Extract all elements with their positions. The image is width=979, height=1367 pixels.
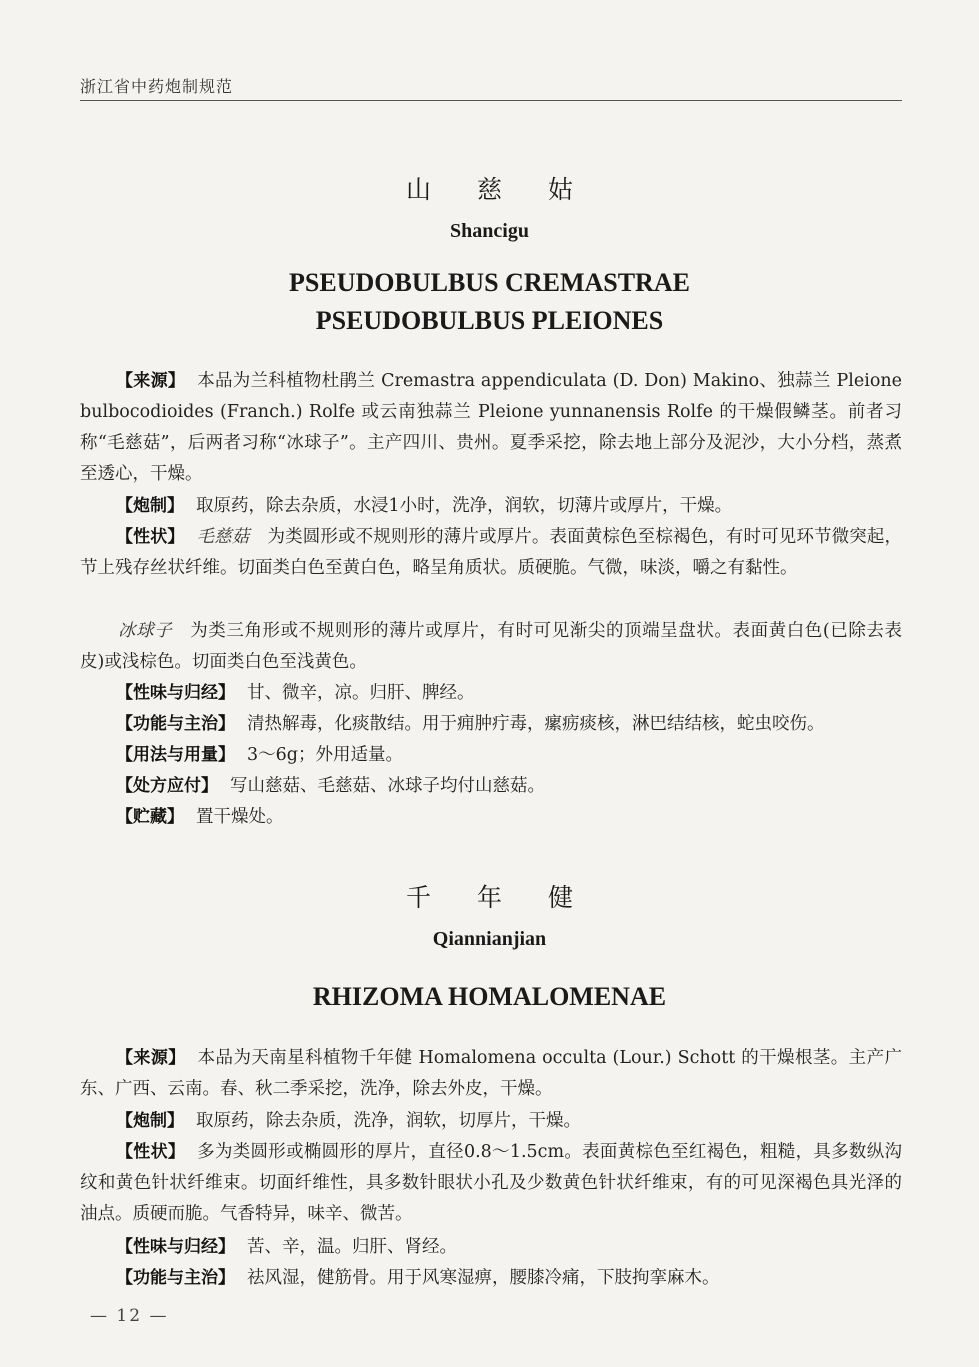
latin-name: PSEUDOBULBUS PLEIONES	[315, 306, 664, 335]
section-function	[80, 709, 902, 740]
section-text: 苦、辛，温。归肝、肾经。	[247, 1237, 457, 1257]
header-rule	[80, 100, 902, 101]
running-head: 浙江省中药炮制规范	[80, 77, 234, 96]
latin-name: RHIZOMA HOMALOMENAE	[312, 982, 667, 1011]
section-label: 【贮藏】	[116, 807, 184, 827]
entry-pinyin: Shancigu	[450, 220, 529, 242]
entry-latin-names	[0, 264, 979, 340]
section-character	[80, 1137, 902, 1230]
section-text: 多为类圆形或椭圆形的厚片，直径0.8～1.5cm。表面黄棕色至红褐色，粗糙，具多数纵沟纹和黄色针状纤维束。切面纤维性，具多数针眼状小孔及少数黄色针状纤维束，有的可见深褐色具光泽的油点。质硬而脆。气香特异，味辛、微苦。	[80, 1142, 903, 1224]
page-number: — 12 —	[90, 1306, 169, 1326]
section-text: 3～6g；外用适量。	[247, 745, 403, 765]
latin-name: PSEUDOBULBUS CREMASTRAE	[289, 268, 690, 297]
section-nature	[80, 678, 902, 709]
section-label: 【性状】	[116, 527, 185, 547]
section-processing	[80, 1106, 902, 1137]
entry-title-chinese: 千年健	[405, 883, 619, 912]
section-text: 写山慈菇、毛慈菇、冰球子均付山慈菇。	[230, 776, 545, 796]
section-label: 【性味与归经】	[116, 1237, 235, 1257]
section-function	[80, 1263, 902, 1294]
section-label: 【功能与主治】	[116, 1268, 235, 1288]
section-text: 本品为兰科植物杜鹃兰 Cremastra appendiculata (D. Don) Makino、独蒜兰 Pleione bulbocodioides (Franch.) Rolfe 或云南独蒜兰 Pleione yunnanensis Rolfe 的干燥假鳞茎。前者习称“毛慈菇”，后两者习称“冰球子”。主产四川、贵州。夏季采挖，除去地上部分及泥沙，大小分档，蒸煮至透心，干燥。	[80, 371, 902, 484]
character-sub-label: 冰球子	[118, 621, 173, 641]
section-character-continued	[80, 616, 902, 678]
section-text: 置干燥处。	[196, 807, 284, 827]
entry-latin-names	[0, 978, 979, 1016]
section-dosage	[80, 740, 902, 771]
section-text: 祛风湿，健筋骨。用于风寒湿痹，腰膝冷痛，下肢拘挛麻木。	[247, 1268, 720, 1288]
entry-pinyin: Qiannianjian	[432, 928, 547, 950]
section-label: 【功能与主治】	[116, 714, 235, 734]
section-character	[80, 522, 902, 584]
section-label: 【来源】	[116, 1048, 186, 1068]
section-label: 【处方应付】	[116, 776, 218, 796]
character-sub-label: 毛慈菇	[196, 527, 250, 547]
section-source	[80, 366, 902, 490]
section-label: 【炮制】	[116, 1111, 184, 1131]
section-text: 为类三角形或不规则形的薄片或厚片，有时可见渐尖的顶端呈盘状。表面黄白色(已除去表皮)或浅棕色。切面类白色至浅黄色。	[80, 621, 903, 672]
section-text: 甘、微辛，凉。归肝、脾经。	[247, 683, 475, 703]
section-text: 取原药，除去杂质，洗净，润软，切厚片，干燥。	[196, 1111, 581, 1131]
section-label: 【性状】	[116, 1142, 186, 1162]
section-prescription	[80, 771, 902, 802]
entry-title-chinese: 山慈姑	[405, 175, 619, 204]
section-label: 【性味与归经】	[116, 683, 235, 703]
section-label: 【来源】	[116, 371, 186, 391]
section-text: 取原药，除去杂质，水浸1小时，洗净，润软，切薄片或厚片，干燥。	[196, 496, 733, 516]
section-text: 清热解毒，化痰散结。用于痈肿疔毒，瘰疬痰核，淋巴结结核，蛇虫咬伤。	[247, 714, 825, 734]
section-label: 【炮制】	[116, 496, 184, 516]
section-text: 本品为天南星科植物千年健 Homalomena occulta (Lour.) Schott 的干燥根茎。主产广东、广西、云南。春、秋二季采挖，洗净，除去外皮，干燥。	[80, 1048, 902, 1099]
section-label: 【用法与用量】	[116, 745, 235, 765]
section-nature	[80, 1232, 902, 1263]
section-processing	[80, 491, 902, 522]
section-storage	[80, 802, 902, 833]
section-source	[80, 1043, 902, 1105]
section-text: 为类圆形或不规则形的薄片或厚片。表面黄棕色至棕褐色，有时可见环节微突起，节上残存丝状纤维。切面类白色至黄白色，略呈角质状。质硬脆。气微，味淡，嚼之有黏性。	[80, 527, 903, 578]
